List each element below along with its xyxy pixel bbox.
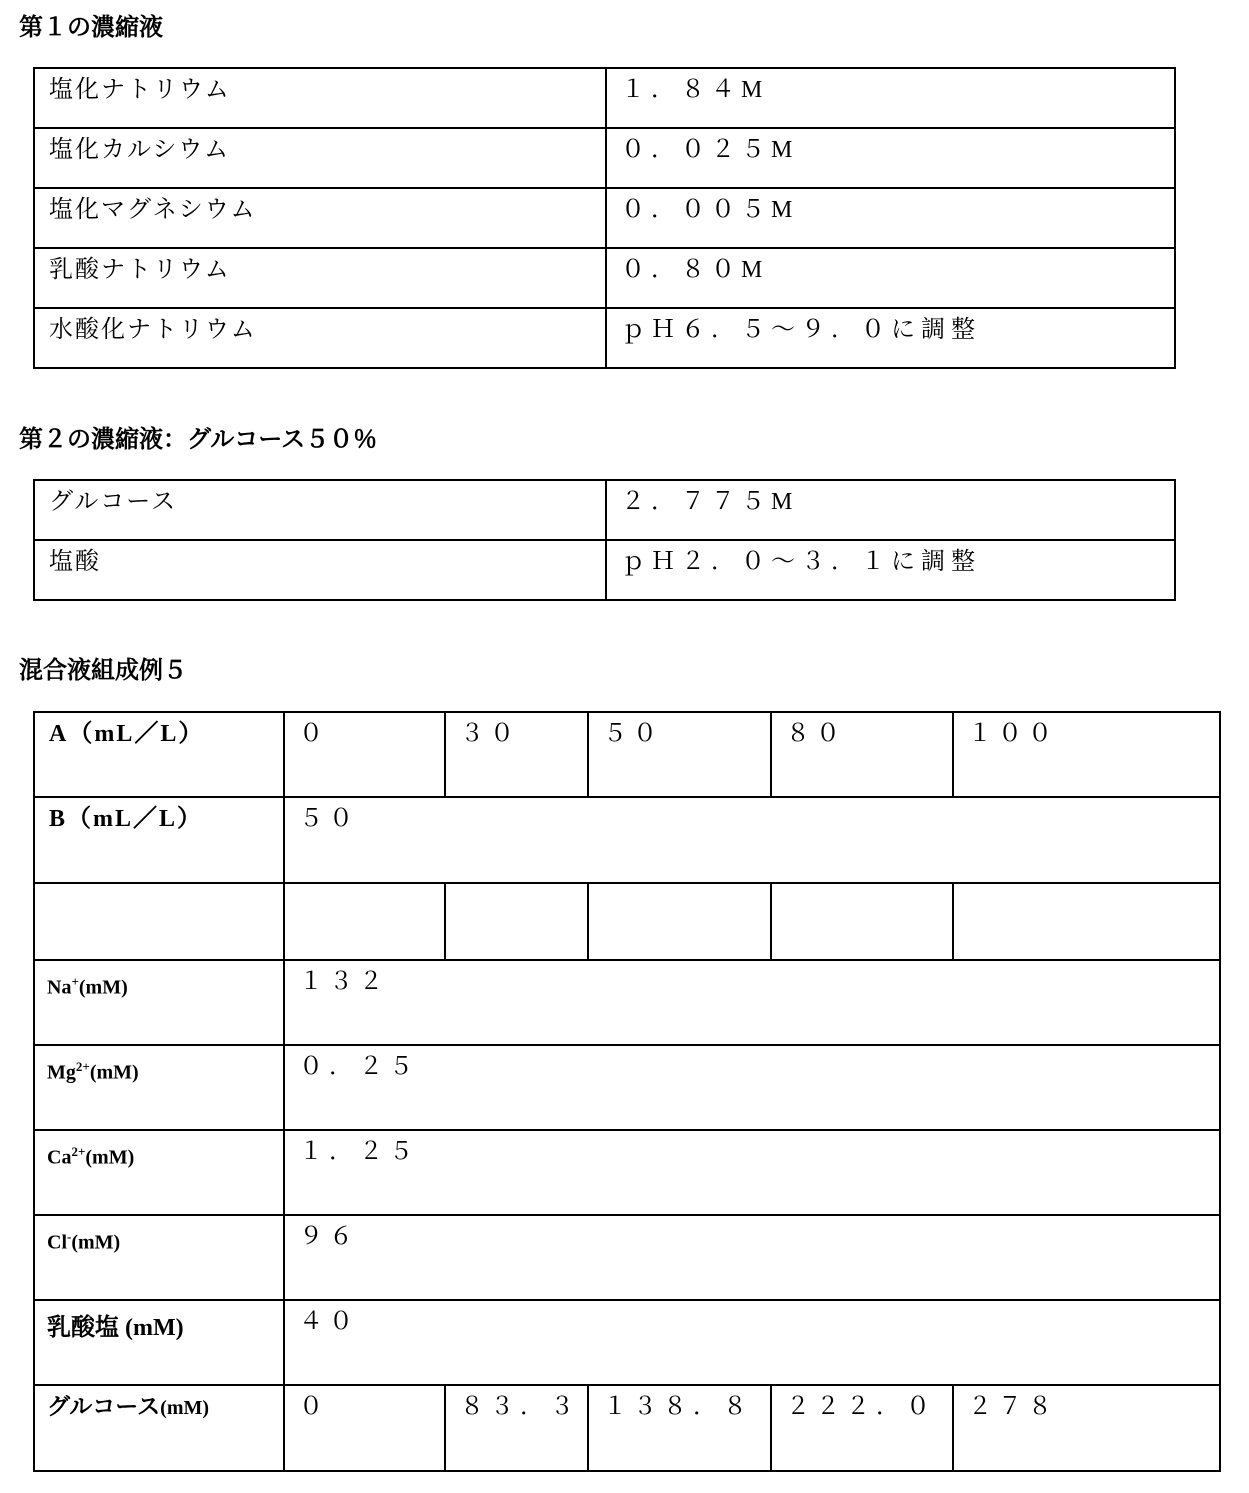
component-value: ０．８０M (606, 248, 1175, 308)
table-row (34, 1045, 1220, 1130)
ion-charge: 2+ (76, 1059, 90, 1074)
table-row (34, 248, 1175, 308)
ion-label (34, 1300, 284, 1385)
empty-cell (445, 883, 588, 960)
table-row (34, 1385, 1220, 1471)
ion-name: Na (47, 977, 71, 999)
ion-charge: 2+ (71, 1144, 85, 1159)
empty-cell (34, 883, 284, 960)
row-a-label: A（mL／L） (34, 712, 284, 797)
glucose-value: ０ (284, 1385, 445, 1471)
glucose-name: グルコース (47, 1394, 160, 1419)
empty-cell (284, 883, 445, 960)
ion-label (34, 960, 284, 1045)
table-row (34, 712, 1220, 797)
empty-cell (771, 883, 953, 960)
glucose-value: ８３．３ (445, 1385, 588, 1471)
ion-value: ４０ (284, 1300, 1220, 1385)
ion-label (34, 1215, 284, 1300)
component-value: ２．７７５M (606, 480, 1175, 540)
glucose-unit: (mM) (160, 1397, 209, 1419)
table-row (34, 188, 1175, 248)
component-name: 塩化マグネシウム (34, 188, 606, 248)
empty-cell (588, 883, 771, 960)
empty-cell (953, 883, 1220, 960)
ion-value: １３２ (284, 960, 1220, 1045)
table-row (34, 128, 1175, 188)
component-name: 塩化カルシウム (34, 128, 606, 188)
section1-title: 第１の濃縮液 (19, 14, 163, 42)
ion-unit: (mM) (79, 977, 128, 999)
mixture-composition-table (33, 711, 1221, 1472)
component-value: ｐＨ６．５～９．０に調整 (606, 308, 1175, 368)
component-name: 塩化ナトリウム (34, 68, 606, 128)
ion-charge: - (67, 1229, 71, 1244)
ion-name: Ca (47, 1147, 71, 1169)
table-row (34, 1300, 1220, 1385)
table-row (34, 883, 1220, 960)
ion-label (34, 1130, 284, 1215)
table-row (34, 1130, 1220, 1215)
table-row (34, 480, 1175, 540)
row-b-value: ５０ (284, 797, 1220, 883)
glucose-value: １３８．８ (588, 1385, 771, 1471)
ion-name: Cl (47, 1232, 67, 1254)
ion-name: Mg (47, 1062, 76, 1084)
first-concentrate-table (33, 67, 1176, 369)
ion-value: １．２５ (284, 1130, 1220, 1215)
ion-unit: (mM) (71, 1232, 120, 1254)
section3-title: 混合液組成例５ (19, 657, 187, 685)
component-value: １．８４M (606, 68, 1175, 128)
component-name: 乳酸ナトリウム (34, 248, 606, 308)
component-value: ０．００５M (606, 188, 1175, 248)
component-value: ｐＨ２．０～３．１に調整 (606, 540, 1175, 600)
table-row (34, 540, 1175, 600)
row-a-value: ３０ (445, 712, 588, 797)
table-row (34, 1215, 1220, 1300)
row-a-value: ０ (284, 712, 445, 797)
ion-charge: + (71, 974, 78, 989)
row-b-label: B（mL／L） (34, 797, 284, 883)
glucose-value: ２７８ (953, 1385, 1220, 1471)
table-row (34, 960, 1220, 1045)
component-name: グルコース (34, 480, 606, 540)
ion-label (34, 1045, 284, 1130)
ion-unit: (mM) (125, 1315, 184, 1341)
section2-title: 第２の濃縮液：グルコース５０％ (19, 426, 377, 454)
glucose-value: ２２２．０ (771, 1385, 953, 1471)
row-a-value: ５０ (588, 712, 771, 797)
ion-value: ９６ (284, 1215, 1220, 1300)
ion-unit: (mM) (90, 1062, 139, 1084)
table-row (34, 68, 1175, 128)
component-value: ０．０２５M (606, 128, 1175, 188)
table-row (34, 797, 1220, 883)
component-name: 塩酸 (34, 540, 606, 600)
table-row (34, 308, 1175, 368)
ion-value: ０．２５ (284, 1045, 1220, 1130)
glucose-label (34, 1385, 284, 1471)
ion-unit: (mM) (85, 1147, 134, 1169)
row-a-value: １００ (953, 712, 1220, 797)
row-a-value: ８０ (771, 712, 953, 797)
component-name: 水酸化ナトリウム (34, 308, 606, 368)
ion-name: 乳酸塩 (47, 1315, 125, 1341)
second-concentrate-table (33, 479, 1176, 601)
